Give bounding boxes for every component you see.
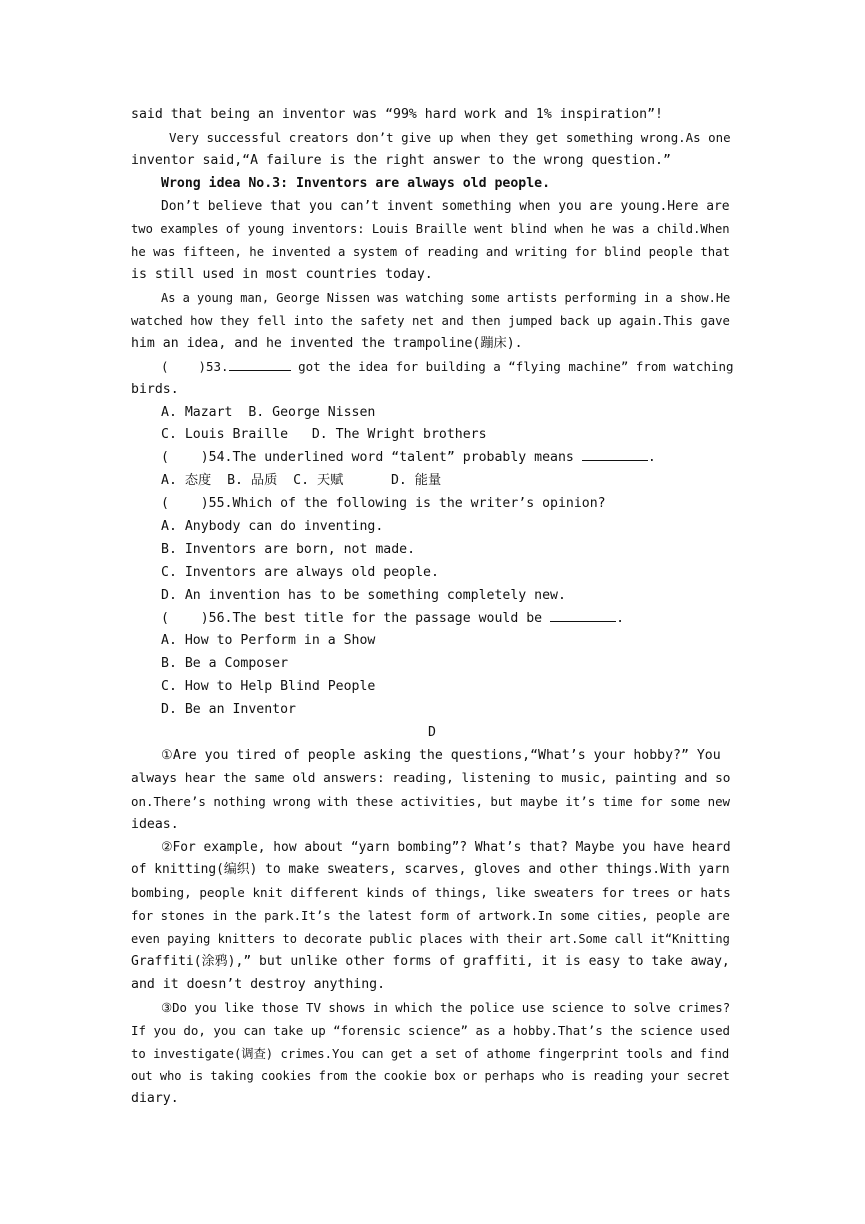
answer-blank (229, 358, 291, 371)
paragraph-line: for stones in the park.It’s the latest form of artwork.In some cities, people are (131, 909, 730, 924)
paragraph-line: watched how they fell into the safety net and then jumped back up again.This gave (131, 314, 730, 329)
paragraph-line: As a young man, George Nissen was watching some artists performing in a show.He (161, 291, 731, 306)
option-line: C. How to Help Blind People (161, 679, 376, 695)
answer-blank (550, 609, 616, 622)
paragraph-line: ②For example, how about “yarn bombing”? What’s that? Maybe you have heard (161, 839, 731, 855)
paragraph-line: he was fifteen, he invented a system of reading and writing for blind people that (131, 245, 730, 260)
paragraph-line: him an idea, and he invented the trampoline(蹦床). (131, 335, 523, 351)
paragraph-line: out who is taking cookies from the cookie box or perhaps who is reading your secret (131, 1069, 730, 1084)
paragraph-line: of knitting(编织) to make sweaters, scarves, gloves and other things.With yarn (131, 862, 730, 878)
option-line: B. Inventors are born, not made. (161, 541, 416, 557)
paragraph-line: ①Are you tired of people asking the questions,“What’s your hobby?” You (161, 747, 721, 763)
paragraph-line: said that being an inventor was “99% hard work and 1% inspiration”! (131, 107, 663, 122)
question-text: ( )56.The best title for the passage would be (161, 610, 543, 626)
option-line: D. Be an Inventor (161, 702, 296, 718)
option-line: C. Inventors are always old people. (161, 564, 439, 580)
option-line: B. Be a Composer (161, 656, 289, 672)
question-end: . (647, 450, 656, 466)
option-line: A. 态度 B. 品质 C. 天赋 D. 能量 (161, 473, 442, 489)
paragraph-line: to investigate(调查) crimes.You can get a set of athome fingerprint tools and find (131, 1046, 730, 1061)
question-number: ( )53. (161, 358, 229, 374)
paragraph-line: ③Do you like those TV shows in which the police use science to solve crimes? (161, 1000, 731, 1015)
paragraph-line: Very successful creators don’t give up when they get something wrong.As one (169, 129, 731, 145)
section-heading: Wrong idea No.3: Inventors are always old people. (161, 175, 551, 191)
question-55: ( )55.Which of the following is the writer’s opinion? (161, 496, 606, 512)
paragraph-line: diary. (131, 1091, 179, 1107)
answer-blank (582, 448, 648, 461)
option-line: C. Louis Braille D. The Wright brothers (161, 427, 487, 443)
question-end: . (616, 610, 625, 626)
option-line: A. Mazart B. George Nissen (161, 404, 376, 420)
paragraph-line: on.There’s nothing wrong with these activities, but maybe it’s time for some new (131, 793, 731, 809)
document-page (131, 104, 733, 1111)
section-title: D (428, 725, 436, 741)
paragraph-line: ideas. (131, 816, 179, 832)
question-56 (131, 608, 733, 631)
question-53 (131, 356, 733, 379)
paragraph-line: always hear the same old answers: reading, listening to music, painting and so (131, 770, 731, 786)
question-text: got the idea for building a “flying machine” from watching (290, 358, 733, 374)
paragraph-line: bombing, people knit different kinds of things, like sweaters for trees or hats (131, 885, 731, 901)
option-line: A. How to Perform in a Show (161, 633, 376, 649)
paragraph-line: two examples of young inventors: Louis Braille went blind when he was a child.When (131, 222, 730, 237)
question-54 (131, 447, 733, 470)
paragraph-line: If you do, you can take up “forensic science” as a hobby.That’s the science used (131, 1022, 731, 1038)
paragraph-line: birds. (131, 381, 179, 397)
paragraph-line: even paying knitters to decorate public places with their art.Some call it“Knitting (131, 932, 730, 947)
paragraph-line: and it doesn’t destroy anything. (131, 976, 386, 992)
option-line: D. An invention has to be something completely new. (161, 587, 566, 603)
paragraph-line: is still used in most countries today. (131, 267, 433, 283)
option-line: A. Anybody can do inventing. (161, 519, 384, 535)
paragraph-line: inventor said,“A failure is the right answer to the wrong question.” (131, 152, 671, 168)
paragraph-line: Don’t believe that you can’t invent something when you are young.Here are (161, 198, 730, 214)
paragraph-line: Graffiti(涂鸦),” but unlike other forms of graffiti, it is easy to take away, (131, 953, 730, 969)
question-text: ( )54.The underlined word “talent” probably means (161, 450, 574, 466)
